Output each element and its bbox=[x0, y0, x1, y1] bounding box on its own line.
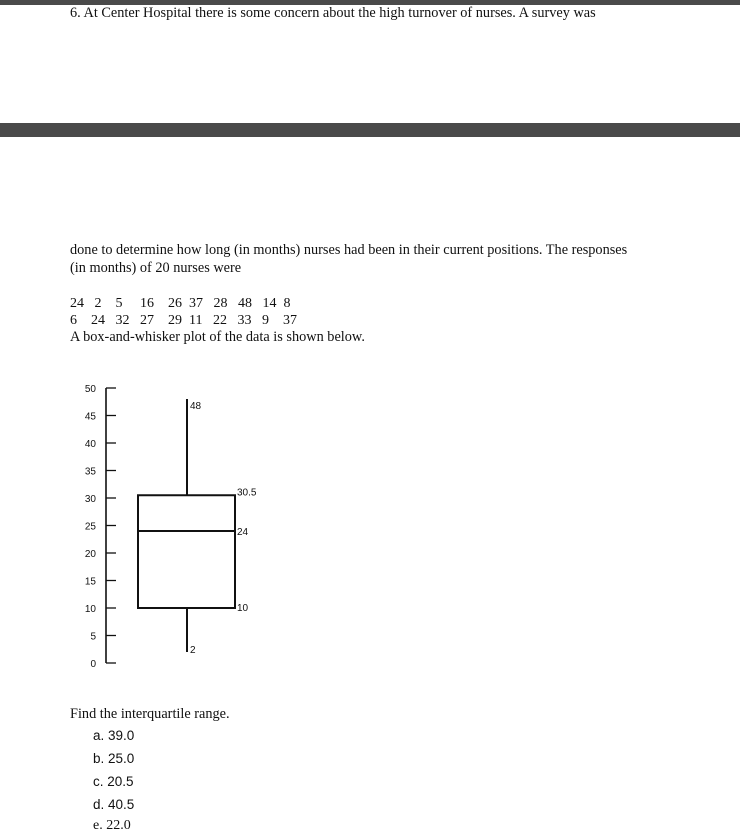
option-e[interactable]: e. 22.0 bbox=[93, 818, 131, 833]
option-d[interactable]: d. 40.5 bbox=[93, 797, 135, 812]
option-a[interactable]: a. 39.0 bbox=[93, 728, 135, 743]
option-c[interactable]: c. 20.5 bbox=[93, 774, 134, 789]
axis-tick-label: 15 bbox=[84, 576, 96, 588]
axis-tick-label: 5 bbox=[90, 631, 96, 643]
axis-tick-label: 20 bbox=[84, 549, 96, 560]
question-continuation-2: (in months) of 20 nurses were bbox=[70, 260, 242, 276]
axis-tick-label: 30 bbox=[84, 494, 96, 505]
iqr-box bbox=[138, 495, 235, 608]
axis-tick-label: 45 bbox=[84, 411, 96, 423]
question-intro: 6. At Center Hospital there is some concern about the high turnover of nurses. A survey was bbox=[70, 5, 596, 21]
value-label: 48 bbox=[190, 401, 202, 412]
value-label: 10 bbox=[237, 603, 249, 614]
axis-tick-label: 25 bbox=[84, 521, 96, 533]
value-label: 24 bbox=[237, 527, 249, 538]
question-prompt: Find the interquartile range. bbox=[70, 706, 230, 722]
plot-intro: A box-and-whisker plot of the data is shown below. bbox=[70, 329, 365, 345]
question-continuation-1: done to determine how long (in months) nurses had been in their current positions. The responses bbox=[70, 242, 628, 258]
data-row-1: 24 2 5 16 26 37 28 48 14 8 bbox=[70, 296, 291, 311]
axis-tick-label: 50 bbox=[84, 384, 96, 395]
axis-tick-label: 10 bbox=[84, 604, 96, 615]
axis-tick-label: 35 bbox=[84, 466, 96, 478]
data-row-2: 6 24 32 27 29 11 22 33 9 37 bbox=[70, 313, 297, 328]
axis-tick-label: 0 bbox=[90, 659, 96, 670]
value-label: 2 bbox=[190, 645, 196, 656]
option-b[interactable]: b. 25.0 bbox=[93, 751, 135, 766]
value-label: 30.5 bbox=[237, 487, 257, 499]
axis-tick-label: 40 bbox=[84, 439, 96, 450]
